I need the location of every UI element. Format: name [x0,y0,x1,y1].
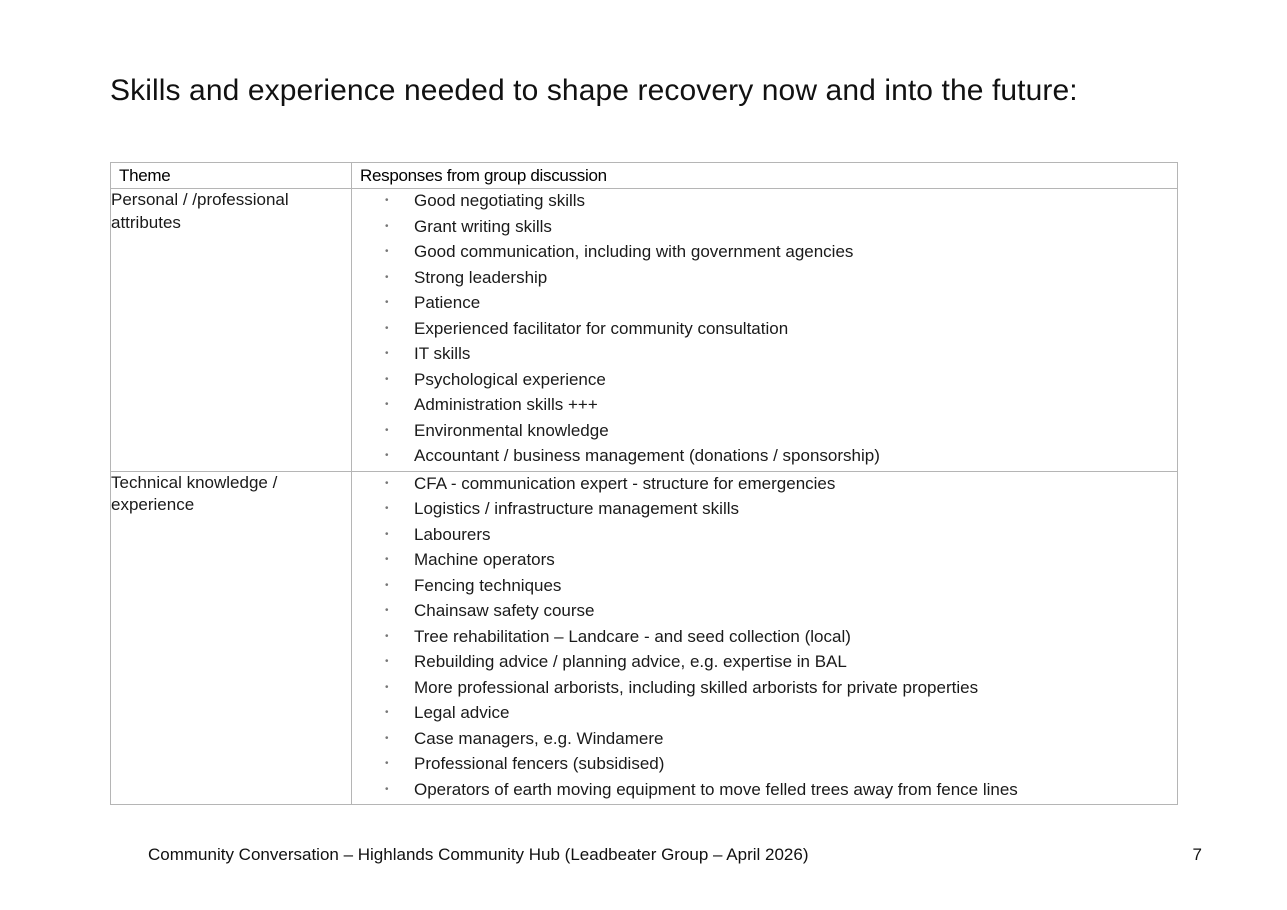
list-item-text: Operators of earth moving equipment to move felled trees away from fence lines [414,779,1018,799]
table-row [111,471,1178,805]
list-item-text: Case managers, e.g. Windamere [414,728,664,748]
list-item [352,676,1177,702]
list-item [352,393,1177,419]
bullet-icon: • [385,373,389,385]
bullet-icon: • [385,554,389,565]
list-item-text: Legal advice [414,703,510,722]
list-item-text: Logistics / infrastructure management skills [414,499,740,518]
page-number: 7 [1192,845,1202,864]
list-item [352,189,1177,215]
list-item [352,497,1177,523]
list-item [352,523,1177,549]
list-item-text: Professional fencers (subsidised) [414,754,665,773]
list-item [352,291,1177,317]
bullet-icon: • [385,503,389,514]
page-title: Skills and experience needed to shape recovery now and into the future: [110,74,1078,107]
bullet-icon: • [385,528,389,540]
bullet-icon: • [385,348,389,359]
list-item [352,701,1177,727]
list-item [352,625,1177,651]
header-responses: Responses from group discussion [352,163,1178,189]
list-item-text: More professional arborists, including skilled arborists for private properties [414,677,979,697]
list-item-text: Grant writing skills [414,216,552,236]
header-theme: Theme [111,163,352,189]
theme-cell: Personal / /professional attributes [111,189,352,472]
list-item-text: Psychological experience [414,369,606,389]
bullet-icon: • [385,681,389,693]
bullet-icon: • [385,424,389,436]
bullet-icon: • [385,605,389,616]
list-item [352,599,1177,625]
bullet-icon: • [385,707,389,718]
list-item-text: Good communication, including with government agencies [414,242,854,261]
responses-cell [352,189,1178,472]
table-body [111,189,1178,805]
bullet-icon: • [385,758,389,769]
list-item [352,727,1177,753]
list-item [352,266,1177,292]
bullet-icon: • [385,630,389,642]
list-item-text: Administration skills +++ [414,395,598,414]
theme-cell: Technical knowledge / experience [111,471,352,805]
bullet-icon: • [385,783,389,795]
list-item [352,317,1177,343]
list-item [352,574,1177,600]
list-item-text: Fencing techniques [414,575,562,595]
list-item-text: Experienced facilitator for community consultation [414,318,789,338]
list-item-text: Labourers [414,524,491,544]
responses-list [352,472,1177,805]
skills-table [110,162,1178,805]
responses-list [352,189,1177,471]
responses-cell [352,471,1178,805]
list-item-text: Patience [414,293,481,312]
table-header-row [111,163,1178,189]
list-item [352,368,1177,394]
bullet-icon: • [385,271,389,283]
bullet-icon: • [385,322,389,334]
bullet-icon: • [385,477,389,489]
bullet-icon: • [385,656,389,667]
bullet-icon: • [385,220,389,232]
table-row [111,189,1178,472]
bullet-icon: • [385,579,389,591]
footer-text: Community Conversation – Highlands Community Hub (Leadbeater Group – April 2026) [148,845,809,864]
list-item [352,472,1177,498]
list-item-text: CFA - communication expert - structure for emergencies [414,473,836,493]
list-item [352,778,1177,804]
list-item [352,419,1177,445]
bullet-icon: • [385,732,389,744]
list-item [352,548,1177,574]
bullet-icon: • [385,450,389,461]
list-item [352,342,1177,368]
list-item-text: Good negotiating skills [414,191,586,210]
bullet-icon: • [385,195,389,206]
list-item-text: Rebuilding advice / planning advice, e.g. expertise in BAL [414,652,847,671]
bullet-icon: • [385,399,389,410]
list-item [352,240,1177,266]
list-item [352,752,1177,778]
list-item-text: Chainsaw safety course [414,601,595,620]
list-item-text: Strong leadership [414,267,548,287]
list-item-text: Accountant / business management (donations / sponsorship) [414,446,880,465]
bullet-icon: • [385,246,389,257]
list-item-text: Environmental knowledge [414,420,609,440]
list-item [352,444,1177,470]
list-item-text: Tree rehabilitation – Landcare - and seed collection (local) [414,626,851,646]
list-item-text: IT skills [414,344,471,363]
list-item [352,215,1177,241]
list-item-text: Machine operators [414,550,555,569]
list-item [352,650,1177,676]
bullet-icon: • [385,297,389,308]
